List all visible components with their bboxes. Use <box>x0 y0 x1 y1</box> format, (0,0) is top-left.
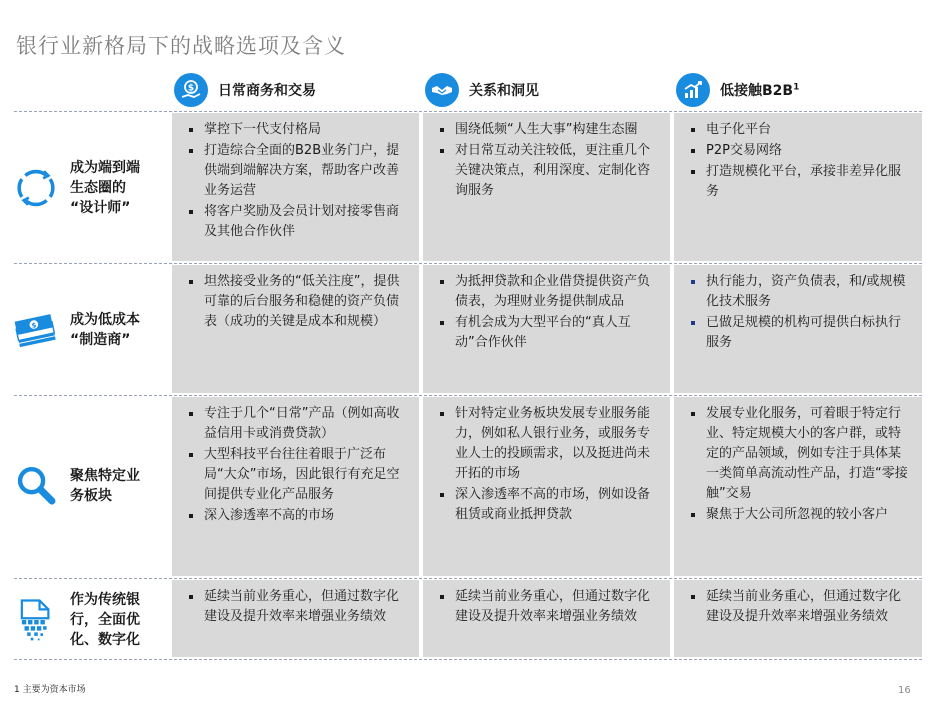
divider <box>14 263 922 264</box>
list-item: P2P交易网络 <box>684 141 912 161</box>
list-item: 为抵押贷款和企业借贷提供资产负债表，为理财业务提供制成品 <box>433 272 660 312</box>
cash-stack-icon <box>10 304 62 356</box>
cell-focus-low-touch-b2b <box>674 397 922 576</box>
column-header-daily-commerce <box>172 70 316 110</box>
list-item: 延续当前业务重心，但通过数字化建设及提升效率来增强业务绩效 <box>684 587 912 627</box>
column-header-low-touch-b2b <box>674 70 799 110</box>
column-header-label: 关系和洞见 <box>469 83 539 99</box>
list-item: 将客户奖励及会员计划对接零售商及其他合作伙伴 <box>182 202 409 242</box>
cell-ecosystem-low-touch-b2b <box>674 113 922 261</box>
row-header-label: 成为端到端 生态圈的 “设计师” <box>70 160 140 216</box>
cell-ecosystem-relationships <box>423 113 670 261</box>
row-header-low-cost-manufacturer <box>10 302 170 358</box>
list-item: 打造综合全面的B2B业务门户，提供端到端解决方案，帮助客户改善业务运营 <box>182 141 409 201</box>
cell-low-cost-relationships <box>423 265 670 393</box>
cell-traditional-low-touch-b2b <box>674 580 922 657</box>
list-item: 打造规模化平台，承接非差异化服务 <box>684 162 912 202</box>
svg-text:$: $ <box>187 83 195 94</box>
cell-focus-relationships <box>423 397 670 576</box>
magnifier-icon <box>10 460 62 512</box>
cell-low-cost-daily-commerce <box>172 265 419 393</box>
list-item: 有机会成为大型平台的“真人互动”合作伙伴 <box>433 313 660 353</box>
divider <box>14 111 922 112</box>
row-header-label: 作为传统银 行，全面优 化、数字化 <box>70 592 140 648</box>
svg-text:$: $ <box>30 321 38 330</box>
list-item: 围绕低频“人生大事”构建生态圈 <box>433 120 660 140</box>
row-header-ecosystem-designer <box>10 158 170 218</box>
list-item: 深入渗透率不高的市场 <box>182 506 409 526</box>
cycle-arrows-icon <box>10 162 62 214</box>
list-item: 执行能力，资产负债表，和/或规模化技术服务 <box>684 272 912 312</box>
growth-chart-icon <box>676 73 710 107</box>
column-header-label: 低接触$B2B^1$ <box>720 82 800 99</box>
list-item: 已做足规模的机构可提供白标执行服务 <box>684 313 912 353</box>
row-header-label: 成为低成本 “制造商” <box>70 312 140 348</box>
list-item: 专注于几个“日常”产品（例如高收益信用卡或消费贷款） <box>182 404 409 444</box>
column-header-relationships <box>423 70 539 110</box>
list-item: 延续当前业务重心，但通过数字化建设及提升效率来增强业务绩效 <box>182 587 409 627</box>
list-item: 发展专业化服务，可着眼于特定行业、特定规模大小的客户群，或特定的产品领域，例如专注于具体某一类简单高流动性产品，打造“零接触”交易 <box>684 404 912 504</box>
row-header-traditional-bank <box>10 588 170 652</box>
list-item: 延续当前业务重心，但通过数字化建设及提升效率来增强业务绩效 <box>433 587 660 627</box>
page-title: 银行业新格局下的战略选项及含义 <box>16 34 346 58</box>
money-hand-icon <box>174 73 208 107</box>
list-item: 坦然接受业务的“低关注度”，提供可靠的后台服务和稳健的资产负债表（成功的关键是成本和规模） <box>182 272 409 332</box>
handshake-icon <box>425 73 459 107</box>
row-header-focus-segment <box>10 460 170 512</box>
list-item: 电子化平台 <box>684 120 912 140</box>
list-item: 对日常互动关注较低，更注重几个关键决策点，利用深度、定制化咨询服务 <box>433 141 660 201</box>
divider <box>14 395 922 396</box>
cell-focus-daily-commerce <box>172 397 419 576</box>
column-header-label: 日常商务和交易 <box>218 83 316 99</box>
divider <box>14 659 922 660</box>
footnote: 1 主要为资本市场 <box>14 685 86 695</box>
divider <box>14 578 922 579</box>
list-item: 掌控下一代支付格局 <box>182 120 409 140</box>
list-item: 针对特定业务板块发展专业服务能力，例如私人银行业务，或服务专业人士的投顾需求，以及挺进尚未开拓的市场 <box>433 404 660 484</box>
cell-low-cost-low-touch-b2b <box>674 265 922 393</box>
list-item: 大型科技平台往往着眼于广泛布局“大众”市场，因此银行有充足空间提供专业化产品服务 <box>182 445 409 505</box>
cell-traditional-daily-commerce <box>172 580 419 657</box>
list-item: 深入渗透率不高的市场，例如设备租赁或商业抵押贷款 <box>433 485 660 525</box>
page-number: 16 <box>898 685 911 696</box>
pixel-document-icon <box>10 594 62 646</box>
list-item: 聚焦于大公司所忽视的较小客户 <box>684 505 912 525</box>
cell-ecosystem-daily-commerce <box>172 113 419 261</box>
cell-traditional-relationships <box>423 580 670 657</box>
row-header-label: 聚焦特定业 务板块 <box>70 468 140 504</box>
